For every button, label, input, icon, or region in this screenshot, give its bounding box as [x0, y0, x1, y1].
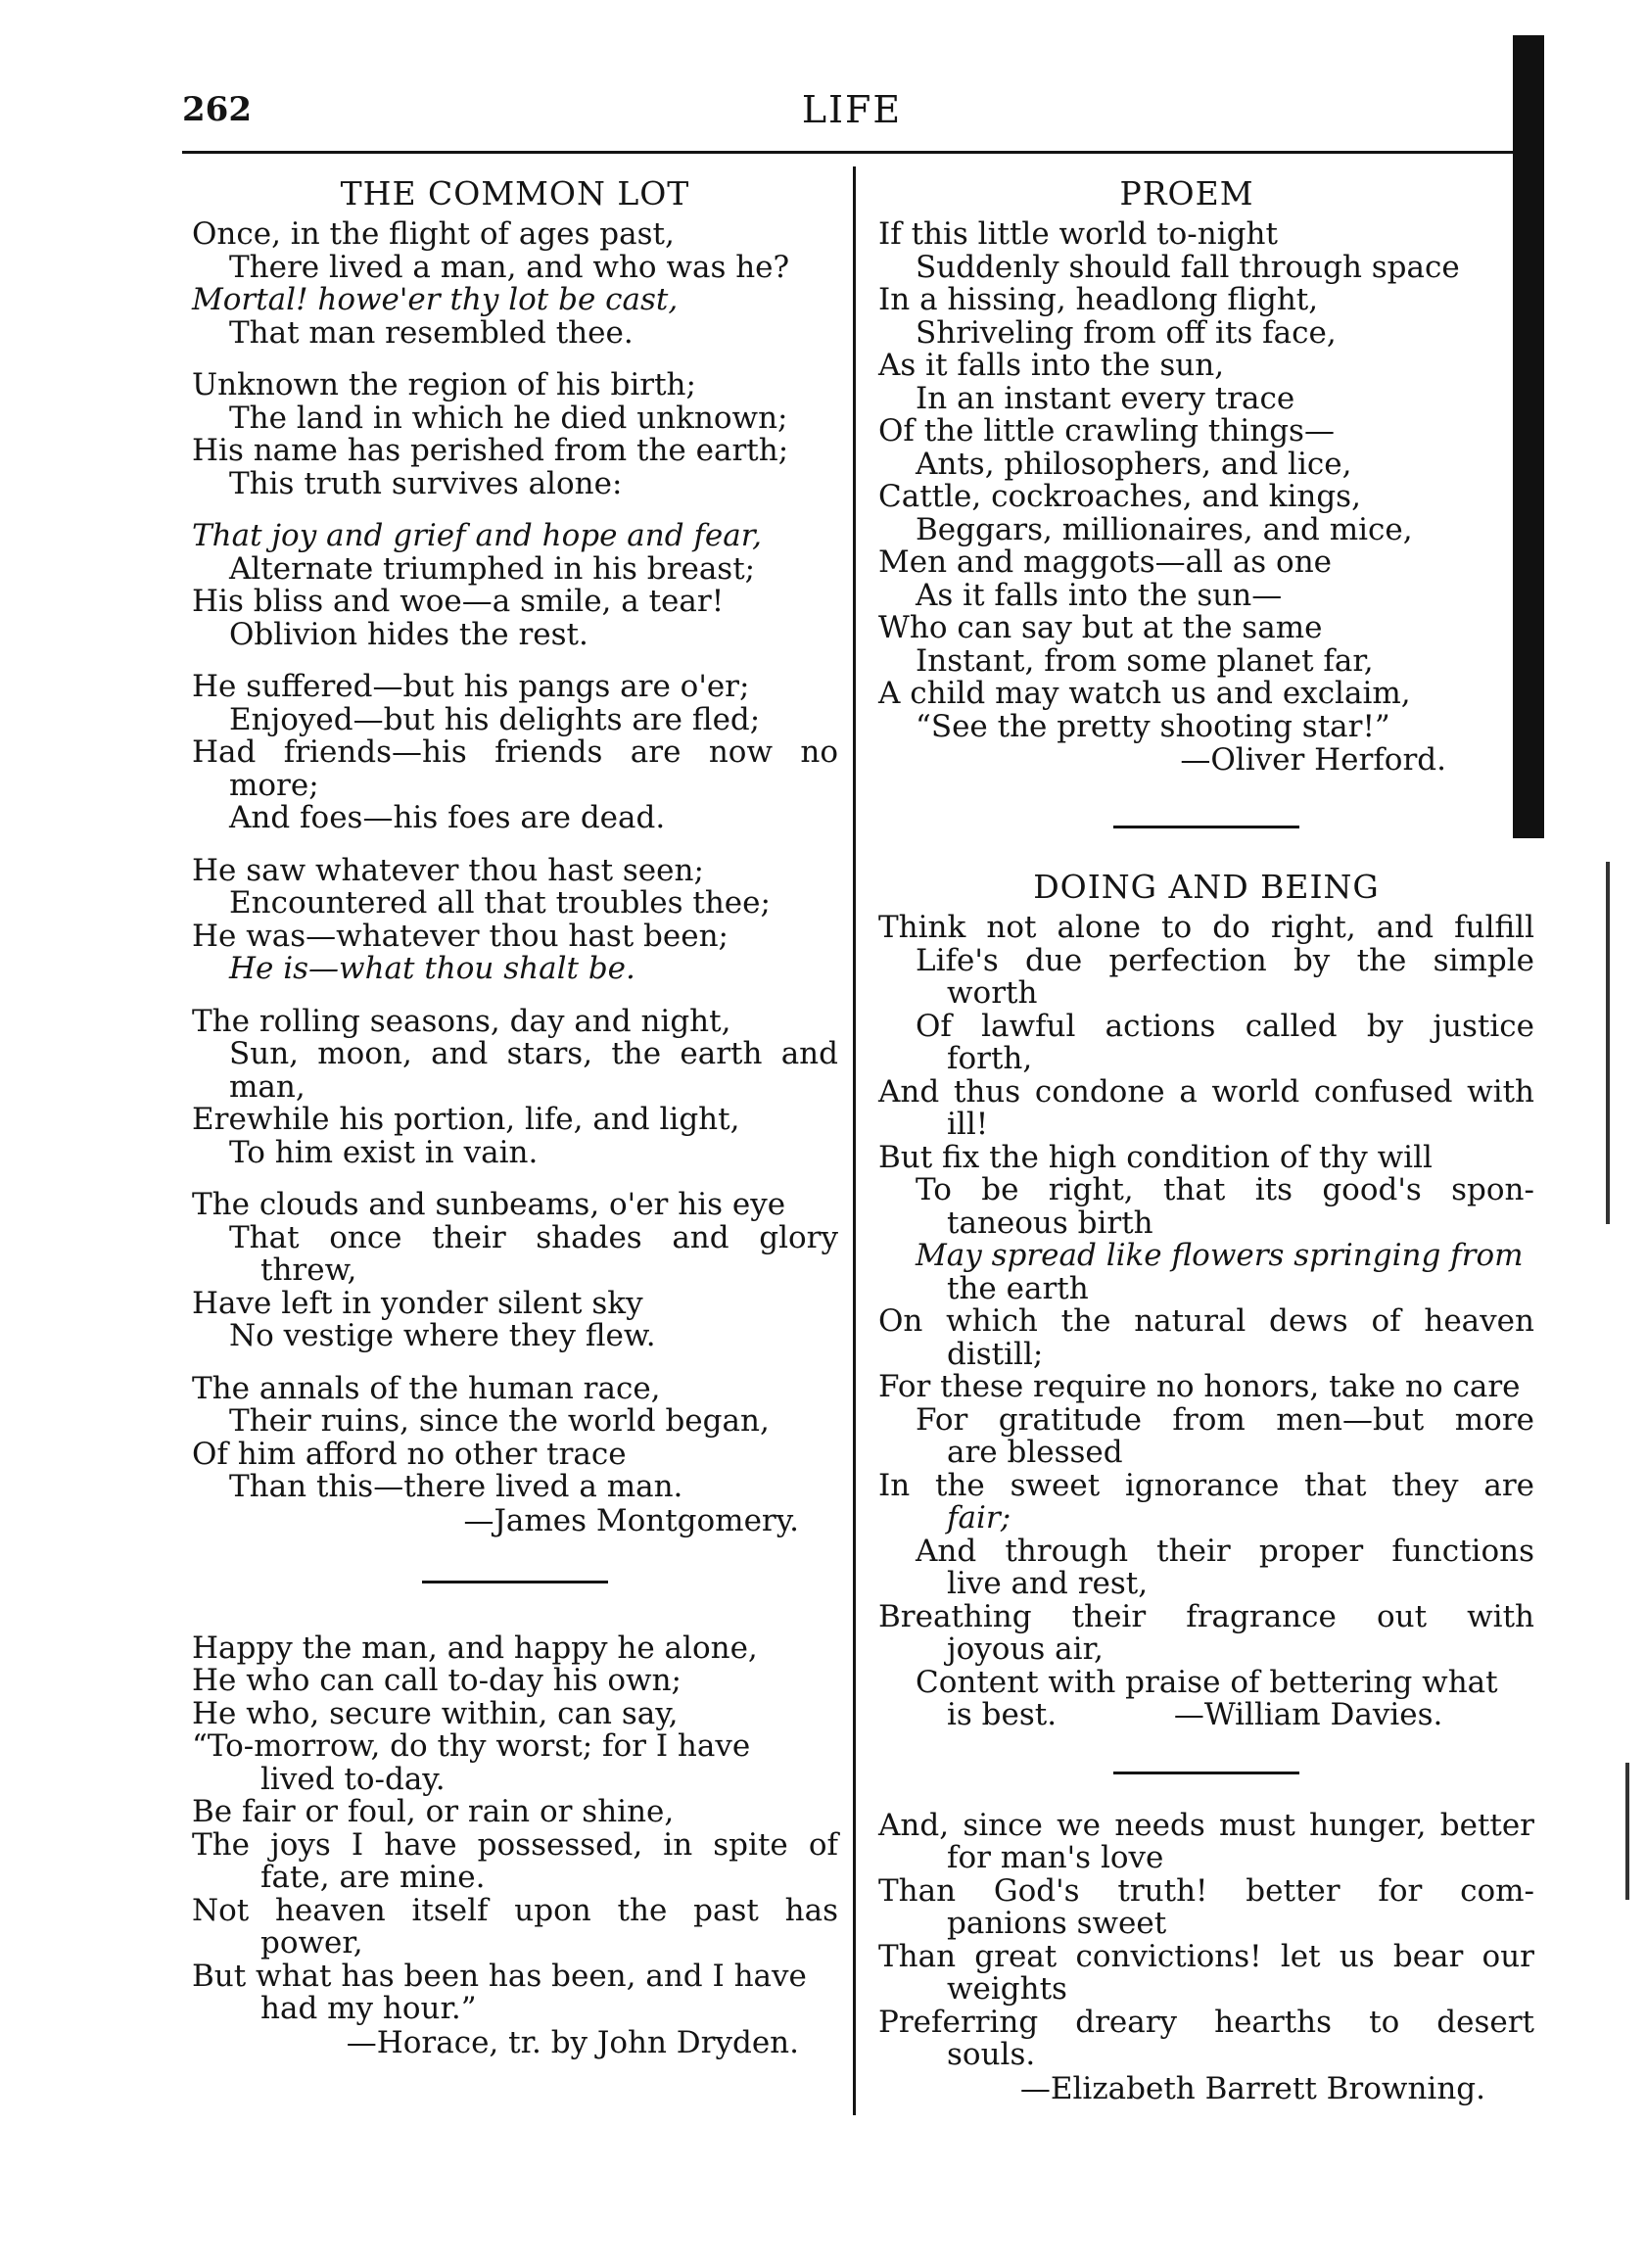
verse-line: lived to-day.: [260, 1761, 446, 1797]
verse-line: For gratitude from men—but more: [916, 1401, 1534, 1438]
verse-line: “To-morrow, do thy worst; for I have: [192, 1728, 751, 1764]
verse-line: weights: [947, 1971, 1067, 2007]
verse-line: Preferring dreary hearths to desert: [878, 2004, 1534, 2040]
verse-line: Of him afford no other trace: [192, 1436, 627, 1472]
stanza: [192, 369, 838, 500]
verse-line: And foes—his foes are dead.: [229, 800, 666, 835]
verse-line: joyous air,: [947, 1631, 1104, 1667]
stanza: [192, 1189, 838, 1353]
verse-line: He is—what thou shalt be.: [229, 951, 635, 986]
verse-line: Happy the man, and happy he alone,: [192, 1630, 758, 1666]
verse-line: But what has been has been, and I have: [192, 1958, 807, 1994]
verse-line: are blessed: [947, 1435, 1123, 1470]
attribution: —Oliver Herford.: [1180, 742, 1446, 778]
stanza: [192, 1370, 838, 1504]
verse-line: Life's due perfection by the simple: [916, 942, 1534, 978]
verse-line: [878, 1699, 1534, 1732]
stanza: [878, 1807, 1534, 2072]
verse-line: The annals of the human race,: [192, 1370, 661, 1406]
verse-line: A child may watch us and exclaim,: [878, 676, 1411, 711]
verse-line: There lived a man, and who was he?: [229, 249, 790, 285]
verse-line: As it falls into the sun,: [878, 348, 1225, 383]
verse-line: more;: [229, 767, 319, 803]
verse-line: If this little world to-night: [878, 216, 1278, 252]
verse-line: Breathing their fragrance out with: [878, 1598, 1534, 1634]
verse-line: That man resembled thee.: [229, 314, 634, 351]
page-edge-speckle: [1606, 862, 1610, 1224]
verse-line: That joy and grief and hope and fear,: [192, 518, 763, 553]
verse-line: ill!: [947, 1107, 989, 1142]
verse-line: Instant, from some planet far,: [916, 642, 1374, 679]
verse-line: And through their proper functions: [916, 1533, 1534, 1569]
verse-line: Ants, philosophers, and lice,: [916, 446, 1352, 482]
verse-line: He was—whatever thou hast been;: [192, 918, 729, 954]
verse-line: His name has perished from the earth;: [192, 433, 789, 468]
verse-line: He who, secure within, can say,: [192, 1695, 679, 1731]
poem-title: THE COMMON LOT: [340, 174, 690, 213]
verse-line: Sun, moon, and stars, the earth and: [229, 1036, 838, 1071]
verse-line-text: is best.: [947, 1697, 1058, 1732]
verse-line: Cattle, cockroaches, and kings,: [878, 479, 1361, 514]
verse-line: fate, are mine.: [260, 1860, 486, 1895]
verse-line: Alternate triumphed in his breast;: [229, 550, 756, 587]
verse-line: This truth survives alone:: [229, 465, 623, 501]
verse-line: for man's love: [947, 1840, 1164, 1875]
verse-line: Beggars, millionaires, and mice,: [916, 511, 1413, 547]
verse-line: But fix the high condition of thy will: [878, 1139, 1433, 1175]
attribution: —Horace, tr. by John Dryden.: [346, 2024, 799, 2060]
verse-line: Men and maggots—all as one: [878, 544, 1333, 580]
verse-line: Of lawful actions called by justice: [916, 1008, 1534, 1044]
verse-line: fair;: [947, 1500, 1011, 1536]
verse-line: taneous birth: [947, 1205, 1153, 1241]
verse-line: No vestige where they flew.: [229, 1318, 656, 1353]
verse-line: Shriveling from off its face,: [916, 314, 1337, 351]
verse-line: He suffered—but his pangs are o'er;: [192, 669, 750, 704]
verse-line: Unknown the region of his birth;: [192, 367, 696, 402]
verse-line: Than this—there lived a man.: [229, 1469, 683, 1504]
page-edge-speckle: [1625, 1763, 1629, 1900]
page-number: 262: [182, 90, 252, 129]
poem-title: PROEM: [1119, 174, 1254, 213]
verse-line: Oblivion hides the rest.: [229, 616, 588, 652]
stanza: [192, 218, 838, 350]
verse-line: Suddenly should fall through space: [916, 249, 1460, 285]
verse-line: distill;: [947, 1336, 1044, 1372]
attribution: —James Montgomery.: [463, 1502, 799, 1538]
attribution: —William Davies.: [1173, 1697, 1443, 1732]
right-column: [878, 174, 1534, 2105]
verse-line: panions sweet: [947, 1906, 1167, 1941]
verse-line: He who can call to-day his own;: [192, 1663, 682, 1698]
verse-line: threw,: [260, 1252, 357, 1288]
verse-line: forth,: [947, 1041, 1033, 1076]
running-title: LIFE: [801, 88, 903, 131]
verse-line: Erewhile his portion, life, and light,: [192, 1102, 740, 1137]
verse-line: The rolling seasons, day and night,: [192, 1003, 731, 1039]
stanza: [192, 520, 838, 651]
verse-line: The clouds and sunbeams, o'er his eye: [192, 1187, 786, 1222]
stanza: [878, 912, 1534, 1732]
verse-line: As it falls into the sun—: [916, 577, 1283, 613]
verse-line: Be fair or foul, or rain or shine,: [192, 1794, 675, 1829]
verse-line: Not heaven itself upon the past has: [192, 1892, 838, 1928]
verse-line: For these require no honors, take no care: [878, 1369, 1521, 1404]
verse-line: That once their shades and glory: [229, 1219, 838, 1255]
verse-line: worth: [947, 975, 1038, 1011]
column-divider: [853, 166, 856, 2115]
verse-line: the earth: [947, 1270, 1089, 1306]
verse-line: In the sweet ignorance that they are: [878, 1467, 1534, 1503]
verse-line: And, since we needs must hunger, better: [878, 1807, 1534, 1843]
verse-line: Their ruins, since the world began,: [229, 1403, 770, 1439]
stanza: [192, 852, 838, 986]
stanza: [878, 218, 1534, 743]
verse-line: souls.: [947, 2037, 1036, 2072]
verse-line: Mortal! howe'er thy lot be cast,: [192, 282, 679, 317]
verse-line: He saw whatever thou hast seen;: [192, 852, 704, 888]
verse-line: Of the little crawling things—: [878, 413, 1335, 449]
verse-line: Have left in yonder silent sky: [192, 1285, 643, 1321]
verse-line: live and rest,: [947, 1566, 1149, 1601]
verse-line: The land in which he died unknown;: [229, 400, 788, 436]
verse-line: On which the natural dews of heaven: [878, 1303, 1534, 1339]
verse-line: May spread like flowers springing from: [916, 1238, 1524, 1273]
header-rule: [182, 151, 1524, 154]
attribution: —Elizabeth Barrett Browning.: [1019, 2070, 1485, 2106]
stanza: [192, 1632, 838, 2026]
verse-line: man,: [229, 1068, 306, 1105]
verse-line: In a hissing, headlong flight,: [878, 282, 1319, 317]
verse-line: Once, in the flight of ages past,: [192, 216, 675, 252]
verse-line: To him exist in vain.: [229, 1134, 539, 1170]
stanza: [192, 1003, 838, 1170]
verse-line: In an instant every trace: [916, 380, 1295, 416]
verse-line: Than God's truth! better for com-: [878, 1872, 1534, 1909]
verse-line: power,: [260, 1925, 363, 1961]
verse-line: Think not alone to do right, and fulfill: [878, 910, 1534, 945]
stanza: [192, 671, 838, 835]
verse-line: His bliss and woe—a smile, a tear!: [192, 584, 725, 619]
poem-title: DOING AND BEING: [1033, 868, 1380, 906]
verse-line: had my hour.”: [260, 1991, 477, 2026]
verse-line: Enjoyed—but his delights are fled;: [229, 701, 761, 737]
verse-line: To be right, that its good's spon-: [916, 1172, 1534, 1207]
verse-line: And thus condone a world confused with: [878, 1073, 1534, 1110]
verse-line: Than great convictions! let us bear our: [878, 1938, 1534, 1974]
verse-line: Had friends—his friends are now no: [192, 734, 838, 770]
verse-line: Encountered all that troubles thee;: [229, 885, 771, 921]
verse-line: “See the pretty shooting star!”: [916, 708, 1390, 744]
verse-line: Content with praise of bettering what: [916, 1664, 1498, 1700]
verse-line: Who can say but at the same: [878, 610, 1323, 645]
left-column: [192, 174, 838, 2059]
verse-line: The joys I have possessed, in spite of: [192, 1826, 838, 1863]
